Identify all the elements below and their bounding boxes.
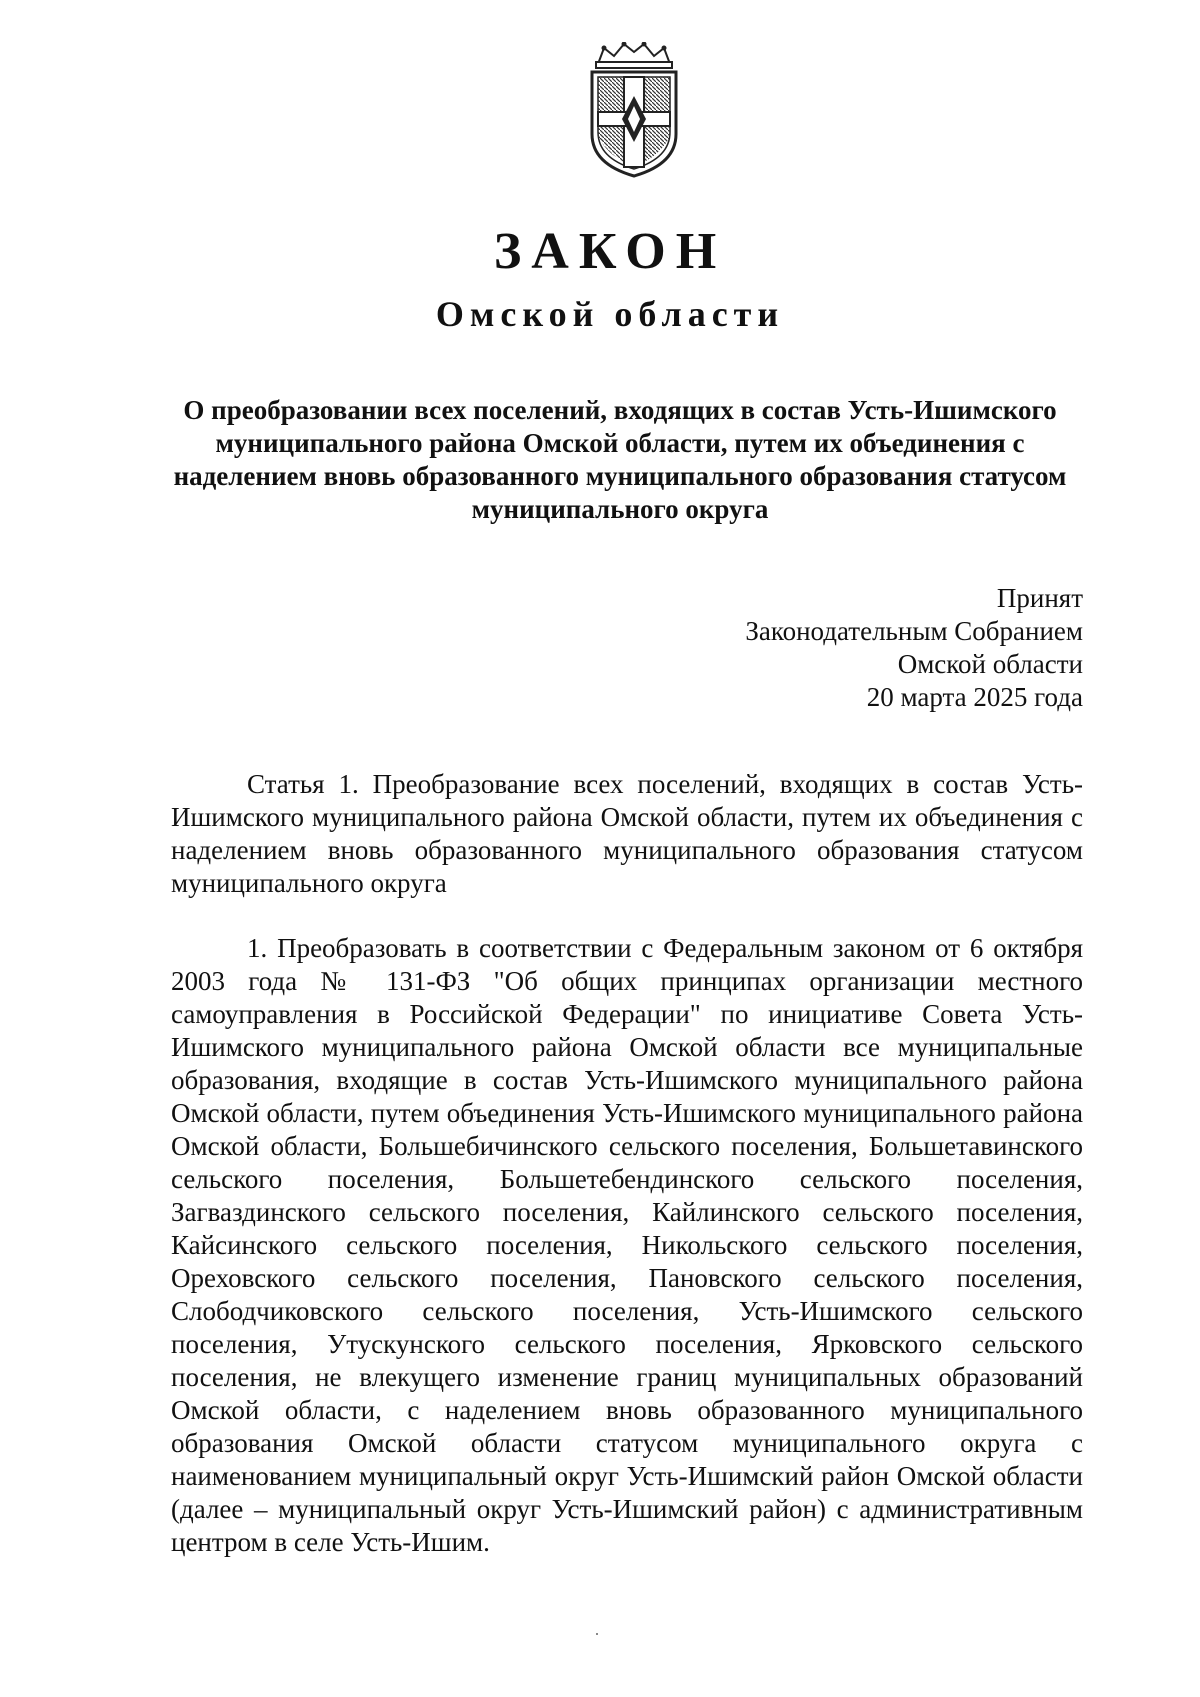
- law-title: ЗАКОН: [493, 223, 727, 280]
- article-paragraph: 1. Преобразовать в соответствии с Федеральным законом от 6 октября 2003 года № 131-ФЗ "Об общих принципах организации местного самоуправления в Российской Федерации" по инициативе Совета Усть-Ишимского муниципального района Омской области все муниципальные образования, входящие в состав Усть-Ишимского муниципального района Омской области, путем объединения Усть-Ишимского муниципального района Омской области, Большебичинского сельского поселения, Большетавинского сельского поселения, Большетебендинского сельского поселения, Загваздинского сельского поселения, Кайлинского сельского поселения, Кайсинского сельского поселения, Никольского сельского поселения, Ореховского сельского поселения, Пановского сельского поселения, Слободчиковского сельского поселения, Усть-Ишимского сельского поселения, Утускунского сельского поселения, Ярковского сельского поселения, не влекущего изменение границ муниципальных образований Омской области, с наделением вновь образованного муниципального образования Омской области статусом муниципального округа с наименованием муниципальный округ Усть-Ишимский район Омской области (далее – муниципальный округ Усть-Ишимский район) с административным центром в селе Усть-Ишим.: [171, 933, 1083, 1557]
- law-region: Омской области: [435, 294, 785, 334]
- adopted-date: 20 марта 2025 года: [866, 682, 1083, 712]
- adopted-by: Законодательным Собранием: [745, 616, 1083, 646]
- scan-artifact: [596, 1633, 598, 1635]
- law-subject: О преобразовании всех поселений, входящих в состав Усть-Ишимского муниципального района Омской области, путем их объединения с наделением вновь образованного муниципального образования статусом муниципального округа: [173, 395, 1067, 524]
- adoption-block: [745, 582, 1083, 714]
- coat-of-arms-icon: [580, 42, 688, 180]
- article-heading: Статья 1. Преобразование всех поселений, входящих в состав Усть-Ишимского муниципального района Омской области, путем их объединения с наделением вновь образованного муниципального образования статусом муниципального округа: [171, 769, 1083, 898]
- adopted-region: Омской области: [897, 649, 1083, 679]
- adopted-label: Принят: [996, 583, 1083, 613]
